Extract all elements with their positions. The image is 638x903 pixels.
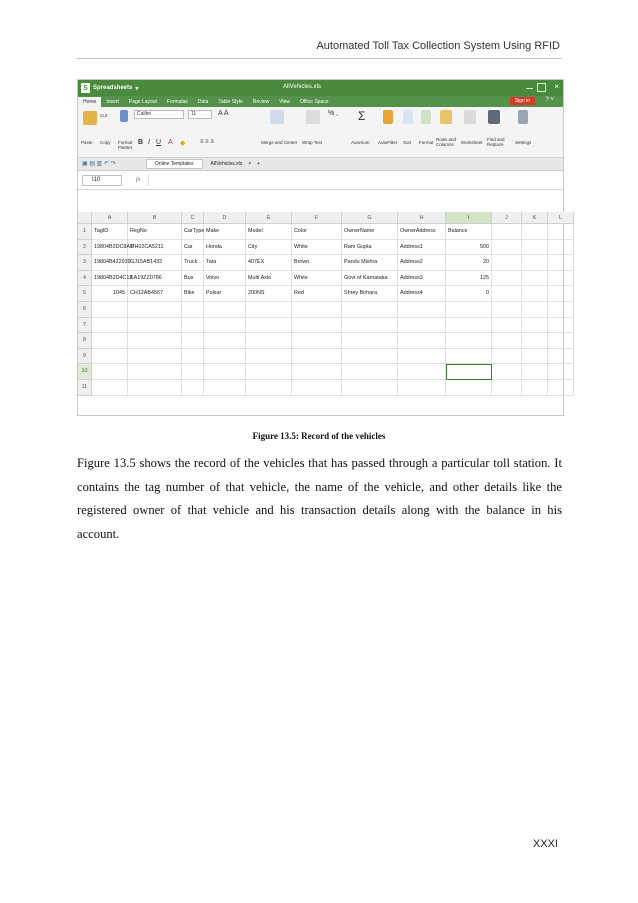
table-cell[interactable]: 200NS (246, 286, 292, 302)
figure-caption: Figure 13.5: Record of the vehicles (252, 431, 386, 441)
help-icon[interactable]: ? ˅ (545, 97, 554, 103)
tab-online-templates[interactable]: Online Templates (146, 159, 203, 169)
table-cell[interactable]: Address1 (398, 240, 446, 256)
table-cell[interactable] (492, 349, 522, 365)
quick-access-icons[interactable]: ▣ ▤ ▥ ↶ ↷ (82, 161, 116, 167)
column-header-f[interactable]: F (292, 212, 342, 224)
table-cell[interactable] (492, 240, 522, 256)
percent-icon[interactable]: % , (328, 110, 339, 117)
table-row (78, 349, 574, 365)
table-cell[interactable]: Bus (182, 271, 204, 287)
table-cell[interactable] (492, 364, 522, 380)
row-header[interactable]: 5 (78, 286, 92, 302)
table-cell[interactable] (522, 271, 548, 287)
font-select[interactable]: Calibri (134, 110, 184, 119)
table-cell[interactable] (292, 302, 342, 318)
table-cell[interactable]: Bike (182, 286, 204, 302)
paste-button-label[interactable]: Paste (81, 140, 93, 145)
table-cell[interactable] (492, 255, 522, 271)
table-cell[interactable] (522, 286, 548, 302)
document-tab-bar (78, 158, 563, 171)
table-cell[interactable] (246, 302, 292, 318)
paste-icon[interactable] (83, 111, 97, 125)
sign-in-button[interactable]: Sign in (510, 97, 535, 105)
column-header-j[interactable]: J (492, 212, 522, 224)
menu-data[interactable]: Data (197, 99, 209, 105)
row-header[interactable]: 11 (78, 380, 92, 396)
table-cell[interactable] (246, 333, 292, 349)
column-header-b[interactable]: B (128, 212, 182, 224)
table-cell[interactable]: Car (182, 240, 204, 256)
table-cell[interactable] (548, 271, 574, 287)
rows-columns-icon[interactable] (440, 110, 452, 124)
table-cell[interactable]: Make (204, 224, 246, 240)
name-box[interactable]: I10 (82, 175, 122, 186)
binoculars-icon[interactable] (488, 110, 500, 124)
row-header[interactable]: 3 (78, 255, 92, 271)
table-cell[interactable] (548, 380, 574, 396)
table-cell[interactable] (292, 364, 342, 380)
table-cell[interactable] (522, 255, 548, 271)
table-cell[interactable] (182, 349, 204, 365)
menu-review[interactable]: Review (252, 99, 270, 105)
table-cell[interactable] (246, 364, 292, 380)
row-header[interactable]: 2 (78, 240, 92, 256)
table-cell[interactable] (128, 302, 182, 318)
row-header[interactable]: 9 (78, 349, 92, 365)
row-header[interactable]: 10 (78, 364, 92, 380)
table-row (78, 380, 574, 396)
table-cell[interactable] (92, 333, 128, 349)
table-cell[interactable] (204, 364, 246, 380)
table-cell[interactable] (446, 349, 492, 365)
autofilter-button[interactable]: AutoFilter (378, 140, 398, 145)
table-cell[interactable]: 19804B422939 (92, 255, 128, 271)
table-cell[interactable] (548, 364, 574, 380)
tab-document[interactable]: AllVehicles.xls (210, 161, 243, 167)
table-cell[interactable] (92, 349, 128, 365)
tab-close-icon[interactable]: × (248, 161, 252, 167)
table-cell[interactable]: White (292, 240, 342, 256)
table-cell[interactable] (522, 333, 548, 349)
column-header-h[interactable]: H (398, 212, 446, 224)
table-cell[interactable]: White (292, 271, 342, 287)
table-cell[interactable]: Shrey Bohara (342, 286, 398, 302)
table-cell[interactable]: 125 (446, 271, 492, 287)
menu-page-layout[interactable]: Page Layout (128, 99, 157, 105)
table-row (78, 364, 574, 380)
table-cell[interactable] (292, 318, 342, 334)
page-header: Automated Toll Tax Collection System Using RFID (316, 40, 560, 52)
table-cell[interactable]: OwnerName (342, 224, 398, 240)
table-cell[interactable] (128, 333, 182, 349)
table-cell[interactable] (446, 364, 492, 380)
table-cell[interactable] (128, 349, 182, 365)
table-cell[interactable]: Brown (292, 255, 342, 271)
worksheet-icon[interactable] (464, 110, 476, 124)
cut-button[interactable]: Cut (100, 113, 108, 118)
title-bar (78, 80, 563, 96)
app-name: Spreadsheets (93, 85, 133, 91)
formula-bar (78, 171, 563, 190)
table-cell[interactable]: CarType (182, 224, 204, 240)
table-cell[interactable] (342, 333, 398, 349)
row-header[interactable]: 1 (78, 224, 92, 240)
table-cell[interactable] (522, 224, 548, 240)
row-header[interactable]: 4 (78, 271, 92, 287)
table-cell[interactable] (92, 318, 128, 334)
copy-button[interactable]: Copy (100, 140, 111, 145)
function-icon[interactable]: fx (136, 177, 141, 183)
table-cell[interactable] (204, 349, 246, 365)
table-cell[interactable] (522, 318, 548, 334)
menu-formulas[interactable]: Formulas (166, 99, 188, 105)
body-paragraph: Figure 13.5 shows the record of the vehicles that has passed through a particular toll station. It contains the tag number of that vehicle, the name of the vehicle, and other details like the registered owner of that vehicle and his transaction details along with the balance in his account. (77, 456, 562, 541)
autosum-button[interactable]: AutoSum (351, 140, 370, 145)
table-cell[interactable]: Color (292, 224, 342, 240)
table-cell[interactable] (92, 302, 128, 318)
table-cell[interactable] (492, 380, 522, 396)
table-row (78, 333, 574, 349)
table-cell[interactable] (548, 240, 574, 256)
table-cell[interactable] (492, 302, 522, 318)
merge-center-button[interactable]: Merge and Center (261, 140, 298, 145)
table-cell[interactable] (492, 286, 522, 302)
table-cell[interactable] (522, 380, 548, 396)
rows-columns-button[interactable]: Rows and Columns (436, 137, 457, 147)
window-file-name: AllVehicles.xls (283, 84, 322, 90)
table-cell[interactable]: Address2 (398, 255, 446, 271)
column-header-a[interactable]: A (92, 212, 128, 224)
table-row (78, 271, 574, 287)
bold-icon[interactable]: B (138, 139, 144, 146)
table-cell[interactable] (182, 302, 204, 318)
table-cell[interactable]: Tata (204, 255, 246, 271)
font-color-icon[interactable]: A (168, 139, 173, 146)
table-cell[interactable] (182, 380, 204, 396)
table-cell[interactable] (522, 349, 548, 365)
table-cell[interactable]: Ram Gupta (342, 240, 398, 256)
table-cell[interactable]: MH02CA5211 (128, 240, 182, 256)
table-cell[interactable] (342, 302, 398, 318)
row-header[interactable]: 6 (78, 302, 92, 318)
table-cell[interactable]: Govt of Karnataka (342, 271, 398, 287)
table-cell[interactable]: Volvo (204, 271, 246, 287)
table-cell[interactable] (246, 380, 292, 396)
table-cell[interactable] (446, 380, 492, 396)
ribbon-toolbar (78, 107, 563, 158)
font-grow-icon[interactable]: A A (218, 110, 229, 117)
table-cell[interactable] (492, 333, 522, 349)
table-cell[interactable]: Multi Axle (246, 271, 292, 287)
table-cell[interactable]: 19804B2D4C13 (92, 271, 128, 287)
table-cell[interactable] (342, 318, 398, 334)
table-cell[interactable] (446, 302, 492, 318)
column-header-i[interactable]: I (446, 212, 492, 224)
table-cell[interactable]: TagID (92, 224, 128, 240)
table-cell[interactable]: KA19ZZ0786 (128, 271, 182, 287)
table-cell[interactable] (548, 333, 574, 349)
column-header-d[interactable]: D (204, 212, 246, 224)
align-icon[interactable]: ≡ ≡ ≡ (200, 139, 214, 145)
table-cell[interactable]: Balance (446, 224, 492, 240)
table-cell[interactable] (128, 380, 182, 396)
table-cell[interactable] (342, 349, 398, 365)
table-cell[interactable] (492, 318, 522, 334)
table-cell[interactable] (398, 318, 446, 334)
select-all-corner[interactable] (78, 212, 92, 224)
table-cell[interactable] (548, 302, 574, 318)
chevron-down-icon: ▾ (135, 85, 139, 92)
menu-office-space[interactable]: Office Space (299, 99, 329, 105)
table-cell[interactable] (246, 349, 292, 365)
table-cell[interactable]: Honda (204, 240, 246, 256)
worksheet-button[interactable]: Worksheet (461, 140, 483, 145)
table-cell[interactable] (182, 364, 204, 380)
column-header-k[interactable]: K (522, 212, 548, 224)
table-row (78, 302, 574, 318)
table-cell[interactable] (548, 286, 574, 302)
table-cell[interactable] (182, 333, 204, 349)
filter-icon[interactable] (383, 110, 393, 124)
table-cell[interactable] (204, 333, 246, 349)
table-cell[interactable] (128, 364, 182, 380)
column-header-g[interactable]: G (342, 212, 398, 224)
maximize-button[interactable] (537, 83, 546, 92)
table-cell[interactable] (342, 364, 398, 380)
table-cell[interactable]: Address3 (398, 271, 446, 287)
cell-grid (78, 212, 574, 396)
fill-color-icon[interactable]: ◆ (180, 140, 186, 147)
table-row (78, 255, 574, 271)
table-cell[interactable] (548, 318, 574, 334)
table-cell[interactable]: OwnerAddress (398, 224, 446, 240)
column-header-c[interactable]: C (182, 212, 204, 224)
table-row (78, 286, 574, 302)
table-cell[interactable] (398, 302, 446, 318)
table-cell[interactable] (522, 302, 548, 318)
merge-center-icon[interactable] (270, 110, 284, 124)
page-number: XXXI (532, 838, 558, 850)
table-cell[interactable] (548, 349, 574, 365)
table-cell[interactable] (204, 318, 246, 334)
table-cell[interactable] (398, 349, 446, 365)
table-row (78, 224, 574, 240)
table-cell[interactable] (492, 271, 522, 287)
menu-home[interactable]: Home (78, 97, 101, 107)
row-header[interactable]: 7 (78, 318, 92, 334)
header-rule (76, 58, 562, 59)
table-cell[interactable] (342, 380, 398, 396)
column-header-l[interactable]: L (548, 212, 574, 224)
table-row (78, 318, 574, 334)
table-cell[interactable]: Model (246, 224, 292, 240)
settings-icon[interactable] (518, 110, 528, 124)
minimize-button[interactable] (526, 88, 533, 90)
table-cell[interactable] (398, 333, 446, 349)
find-replace-button[interactable]: Find and Replace (487, 137, 505, 147)
row-header[interactable]: 8 (78, 333, 92, 349)
table-cell[interactable] (292, 380, 342, 396)
table-cell[interactable]: 1045 (92, 286, 128, 302)
table-cell[interactable]: 500 (446, 240, 492, 256)
table-cell[interactable]: 20 (446, 255, 492, 271)
format-icon[interactable] (421, 110, 431, 124)
table-cell[interactable]: Address4 (398, 286, 446, 302)
table-cell[interactable]: Red (292, 286, 342, 302)
table-row (78, 240, 574, 256)
column-header-row (78, 212, 574, 224)
table-cell[interactable] (246, 318, 292, 334)
table-cell[interactable] (398, 380, 446, 396)
settings-button[interactable]: Settings (515, 140, 532, 145)
table-cell[interactable] (398, 364, 446, 380)
table-cell[interactable] (522, 240, 548, 256)
format-button[interactable]: Format (419, 140, 434, 145)
table-cell[interactable]: Pulsar (204, 286, 246, 302)
table-cell[interactable]: RegNo (128, 224, 182, 240)
table-cell[interactable] (548, 224, 574, 240)
close-icon[interactable]: × (554, 82, 559, 91)
menu-bar (78, 96, 563, 107)
table-cell[interactable] (548, 255, 574, 271)
table-cell[interactable] (204, 380, 246, 396)
spreadsheet-screenshot (77, 79, 564, 416)
wrap-text-icon[interactable] (306, 110, 320, 124)
menu-table-style[interactable]: Table Style (218, 99, 243, 105)
sort-button[interactable]: Sort (403, 140, 412, 145)
table-cell[interactable] (128, 318, 182, 334)
autosum-icon[interactable]: Σ (358, 109, 366, 123)
table-cell[interactable]: Pandu Mishra (342, 255, 398, 271)
table-cell[interactable]: CH12AB4567 (128, 286, 182, 302)
format-painter-icon[interactable] (120, 110, 128, 122)
table-cell[interactable] (522, 364, 548, 380)
table-cell[interactable] (92, 364, 128, 380)
table-cell[interactable] (492, 224, 522, 240)
table-cell[interactable]: City (246, 240, 292, 256)
table-cell[interactable] (446, 318, 492, 334)
sort-icon[interactable] (403, 110, 413, 124)
table-cell[interactable] (204, 302, 246, 318)
column-header-e[interactable]: E (246, 212, 292, 224)
spreadsheet-logo-icon: S (81, 83, 90, 93)
table-cell[interactable] (92, 380, 128, 396)
table-cell[interactable] (446, 333, 492, 349)
table-cell[interactable] (292, 349, 342, 365)
italic-icon[interactable]: I (148, 139, 150, 146)
table-cell[interactable]: 19804B3DC8A7 (92, 240, 128, 256)
formula-input[interactable] (148, 175, 559, 186)
table-cell[interactable] (182, 318, 204, 334)
new-tab-icon[interactable]: + (257, 161, 261, 167)
menu-view[interactable]: View (279, 99, 290, 105)
menu-insert[interactable]: Insert (106, 99, 119, 105)
table-cell[interactable]: 407EX (246, 255, 292, 271)
font-size-select[interactable]: 11 (188, 110, 212, 119)
table-cell[interactable]: 0 (446, 286, 492, 302)
app-menu-button[interactable] (78, 83, 138, 93)
table-cell[interactable]: Truck (182, 255, 204, 271)
format-painter-button[interactable]: Format Painter (118, 140, 133, 150)
table-cell[interactable]: GJ15AB1432 (128, 255, 182, 271)
underline-icon[interactable]: U (156, 139, 162, 146)
table-cell[interactable] (292, 333, 342, 349)
wrap-text-button[interactable]: Wrap Text (302, 140, 323, 145)
